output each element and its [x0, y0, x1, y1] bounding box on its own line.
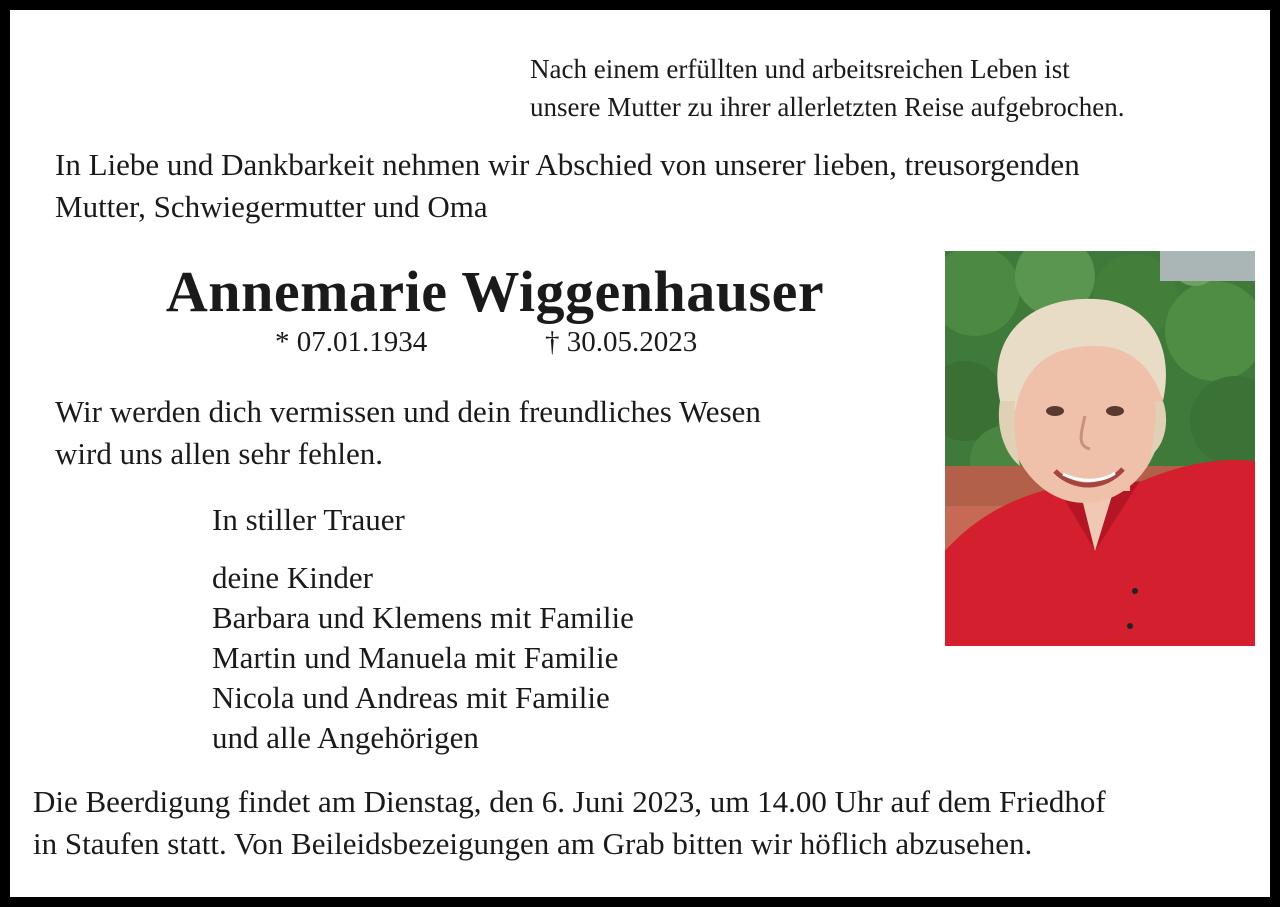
birth-date: * 07.01.1934: [275, 326, 428, 358]
intro-line-2: unsere Mutter zu ihrer allerletzten Reise aufgebrochen.: [530, 92, 1125, 122]
farewell-text: [55, 144, 1080, 228]
intro-line-1: Nach einem erfüllten und arbeitsreichen Leben ist: [530, 54, 1070, 84]
funeral-line-1: Die Beerdigung findet am Dienstag, den 6. Juni 2023, um 14.00 Uhr auf dem Friedhof: [33, 784, 1106, 819]
mourner-line: und alle Angehörigen: [212, 720, 479, 755]
mourner-line: Martin und Manuela mit Familie: [212, 640, 619, 675]
mourner-line: Barbara und Klemens mit Familie: [212, 600, 634, 635]
death-date: † 30.05.2023: [545, 326, 698, 358]
funeral-line-2: in Staufen statt. Von Beileidsbezeigungen am Grab bitten wir höflich abzusehen.: [33, 826, 1033, 861]
farewell-line-2: Mutter, Schwiegermutter und Oma: [55, 189, 488, 224]
remembrance-line-2: wird uns allen sehr fehlen.: [55, 436, 383, 471]
remembrance-text: [55, 391, 761, 475]
funeral-notice: [33, 781, 1106, 865]
mourner-line: deine Kinder: [212, 560, 373, 595]
mourner-line: Nicola und Andreas mit Familie: [212, 680, 610, 715]
mourners-list: [212, 558, 634, 758]
remembrance-line-1: Wir werden dich vermissen und dein freundliches Wesen: [55, 394, 761, 429]
intro-text: [530, 50, 1124, 126]
deceased-name: Annemarie Wiggenhauser: [165, 259, 825, 324]
mourning-heading: In stiller Trauer: [212, 502, 405, 537]
obituary-card: [10, 10, 1270, 897]
farewell-line-1: In Liebe und Dankbarkeit nehmen wir Abschied von unserer lieben, treusorgenden: [55, 147, 1080, 182]
portrait-photo: [945, 251, 1255, 646]
